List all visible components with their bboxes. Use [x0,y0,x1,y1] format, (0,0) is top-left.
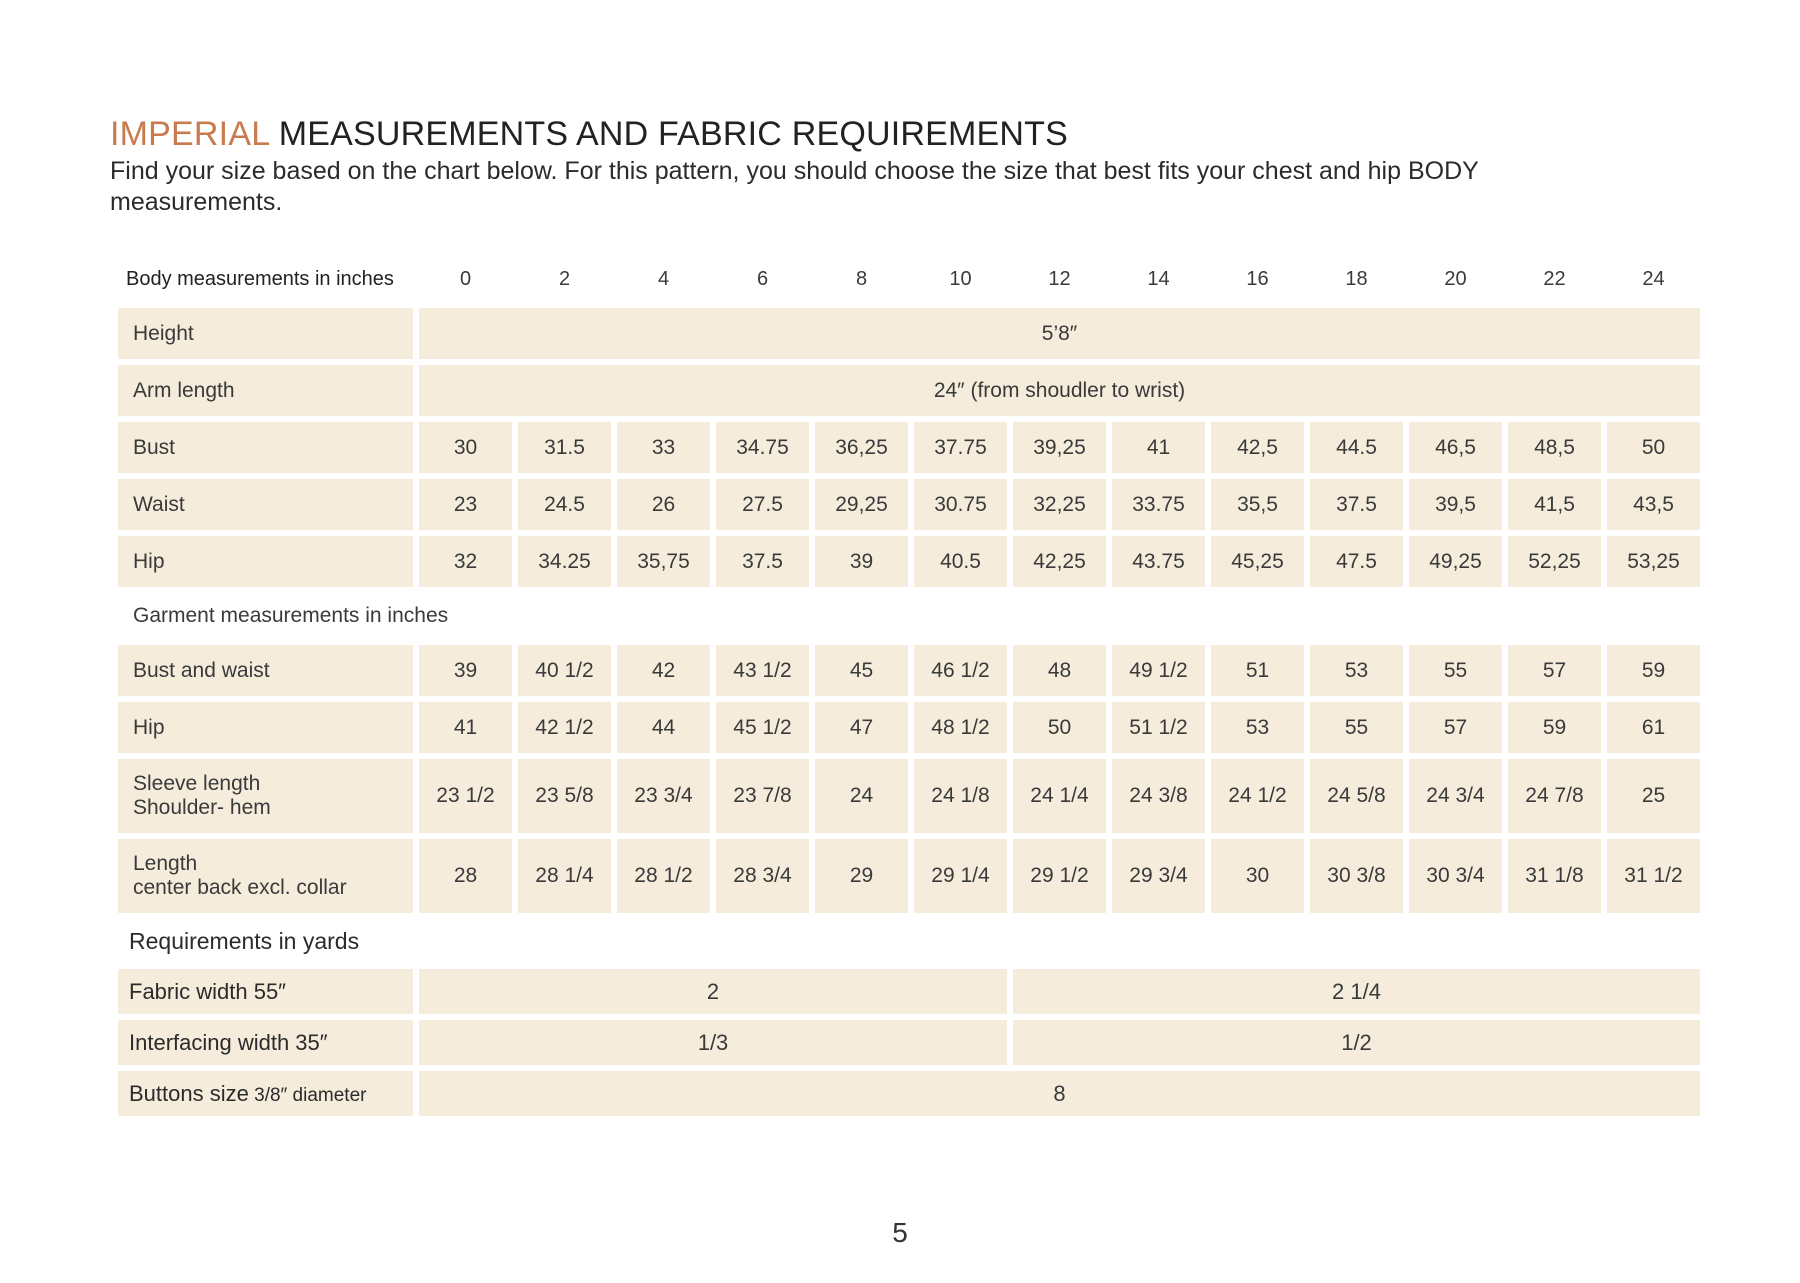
table-cell: 39 [419,645,512,696]
table-cell: 24 5/8 [1310,759,1403,833]
table-cell: 34.75 [716,422,809,473]
fabric-value-small-sizes: 2 [419,969,1007,1014]
table-cell: 30 3/4 [1409,839,1502,913]
row-hip [118,536,1700,587]
row-label: Bust and waist [118,645,413,696]
row-label: Bust [118,422,413,473]
table-cell: 44 [617,702,710,753]
table-cell: 43 1/2 [716,645,809,696]
row-bust [118,422,1700,473]
table-cell: 28 3/4 [716,839,809,913]
table-cell: 31 1/2 [1607,839,1700,913]
header-label: Body measurements in inches [126,267,394,290]
row-label: Waist [118,479,413,530]
arm-length-value: 24″ (from shoudler to wrist) [419,365,1700,416]
table-cell: 42 1/2 [518,702,611,753]
size-header: 20 [1444,267,1467,290]
table-cell: 46 1/2 [914,645,1007,696]
table-cell: 25 [1607,759,1700,833]
table-cell: 42,5 [1211,422,1304,473]
table-cell: 24 [815,759,908,833]
page-title [110,115,1068,154]
table-cell: 27.5 [716,479,809,530]
row-label: Arm length [118,365,413,416]
table-cell: 43.75 [1112,536,1205,587]
table-cell: 29 3/4 [1112,839,1205,913]
table-cell: 24 1/2 [1211,759,1304,833]
table-cell: 24 1/8 [914,759,1007,833]
row-label: Hip [118,536,413,587]
table-cell: 41,5 [1508,479,1601,530]
table-cell: 40.5 [914,536,1007,587]
table-cell: 23 [419,479,512,530]
table-cell: 48 [1013,645,1106,696]
table-cell: 24.5 [518,479,611,530]
table-cell: 52,25 [1508,536,1601,587]
row-height [118,308,1700,359]
table-cell: 40 1/2 [518,645,611,696]
table-cell: 49 1/2 [1112,645,1205,696]
garment-section-row [118,593,1700,639]
interfacing-value-small-sizes: 1/3 [419,1020,1007,1065]
table-cell: 45 1/2 [716,702,809,753]
row-arm-length [118,365,1700,416]
header-row [118,256,1700,302]
table-cell: 28 1/4 [518,839,611,913]
row-label [118,1071,413,1116]
section-heading: Garment measurements in inches [133,604,449,627]
table-cell: 55 [1310,702,1403,753]
table-cell: 47 [815,702,908,753]
table-cell: 28 [419,839,512,913]
row-label [118,839,413,913]
table-cell: 53,25 [1607,536,1700,587]
size-chart-table [112,250,1706,1122]
row-garment-hip [118,702,1700,753]
table-cell: 44.5 [1310,422,1403,473]
requirements-section-row [118,919,1700,963]
table-cell: 30 [419,422,512,473]
table-cell: 29,25 [815,479,908,530]
table-cell: 32,25 [1013,479,1106,530]
row-label-line: Shoulder- hem [133,796,271,819]
table-cell: 31 1/8 [1508,839,1601,913]
table-cell: 53 [1310,645,1403,696]
table-cell: 36,25 [815,422,908,473]
table-cell: 50 [1607,422,1700,473]
table-cell: 37.5 [716,536,809,587]
table-cell: 45,25 [1211,536,1304,587]
size-header: 2 [558,267,571,290]
table-cell: 30 [1211,839,1304,913]
size-header: 8 [855,267,868,290]
table-cell: 39,25 [1013,422,1106,473]
table-cell: 29 [815,839,908,913]
table-cell: 37.5 [1310,479,1403,530]
page-number: 5 [892,1217,908,1248]
table-cell: 35,75 [617,536,710,587]
table-cell: 31.5 [518,422,611,473]
row-label: Interfacing width 35″ [118,1020,413,1065]
row-interfacing-width [118,1020,1700,1065]
buttons-label: Buttons size [129,1080,249,1106]
table-cell: 41 [419,702,512,753]
table-cell: 42 [617,645,710,696]
table-cell: 55 [1409,645,1502,696]
title-accent: IMPERIAL [110,115,270,153]
buttons-diameter: 3/8″ diameter [248,1084,367,1106]
table-cell: 33 [617,422,710,473]
table-cell: 51 1/2 [1112,702,1205,753]
table-cell: 33.75 [1112,479,1205,530]
table-cell: 24 7/8 [1508,759,1601,833]
table-cell: 35,5 [1211,479,1304,530]
row-fabric-width [118,969,1700,1014]
table-cell: 50 [1013,702,1106,753]
table-cell: 41 [1112,422,1205,473]
fabric-value-large-sizes: 2 1/4 [1013,969,1700,1014]
row-label [118,759,413,833]
table-cell: 23 1/2 [419,759,512,833]
table-cell: 24 1/4 [1013,759,1106,833]
table-cell: 30 3/8 [1310,839,1403,913]
table-cell: 30.75 [914,479,1007,530]
row-label: Hip [118,702,413,753]
table-cell: 39 [815,536,908,587]
table-cell: 23 3/4 [617,759,710,833]
table-cell: 43,5 [1607,479,1700,530]
row-label-line: Sleeve length [133,772,261,795]
table-cell: 32 [419,536,512,587]
size-header: 24 [1642,267,1665,290]
size-header: 0 [459,267,472,290]
row-sleeve-length [118,759,1700,833]
row-label-line: center back excl. collar [133,876,347,899]
table-cell: 49,25 [1409,536,1502,587]
table-cell: 24 3/4 [1409,759,1502,833]
row-label: Fabric width 55″ [118,969,413,1014]
table-cell: 26 [617,479,710,530]
row-waist [118,479,1700,530]
size-header: 14 [1147,267,1170,290]
row-length [118,839,1700,913]
row-bust-and-waist [118,645,1700,696]
table-cell: 24 3/8 [1112,759,1205,833]
table-cell: 28 1/2 [617,839,710,913]
table-cell: 34.25 [518,536,611,587]
size-header: 12 [1048,267,1071,290]
row-label: Height [118,308,413,359]
table-cell: 23 5/8 [518,759,611,833]
table-cell: 51 [1211,645,1304,696]
table-cell: 39,5 [1409,479,1502,530]
buttons-value: 8 [419,1071,1700,1116]
table-cell: 48,5 [1508,422,1601,473]
table-cell: 59 [1607,645,1700,696]
intro-text: Find your size based on the chart below. For this pattern, you should choose the size that best fits your chest and hip BODY measurements. [110,157,1479,216]
table-cell: 42,25 [1013,536,1106,587]
table-cell: 48 1/2 [914,702,1007,753]
table-cell: 53 [1211,702,1304,753]
table-cell: 57 [1409,702,1502,753]
table-cell: 57 [1508,645,1601,696]
table-cell: 29 1/2 [1013,839,1106,913]
size-header: 16 [1246,267,1269,290]
table-cell: 59 [1508,702,1601,753]
table-cell: 61 [1607,702,1700,753]
row-label-line: Length [133,852,198,875]
size-header: 22 [1543,267,1566,290]
table-cell: 46,5 [1409,422,1502,473]
table-cell: 37.75 [914,422,1007,473]
size-header: 18 [1345,267,1368,290]
table-cell: 23 7/8 [716,759,809,833]
size-header: 6 [756,267,769,290]
size-header: 10 [949,267,972,290]
table-cell: 29 1/4 [914,839,1007,913]
height-value: 5’8″ [419,308,1700,359]
row-buttons [118,1071,1700,1116]
interfacing-value-large-sizes: 1/2 [1013,1020,1700,1065]
size-header: 4 [657,267,670,290]
table-cell: 47.5 [1310,536,1403,587]
table-cell: 45 [815,645,908,696]
title-rest: MEASUREMENTS AND FABRIC REQUIREMENTS [269,115,1069,153]
section-heading: Requirements in yards [129,927,360,954]
